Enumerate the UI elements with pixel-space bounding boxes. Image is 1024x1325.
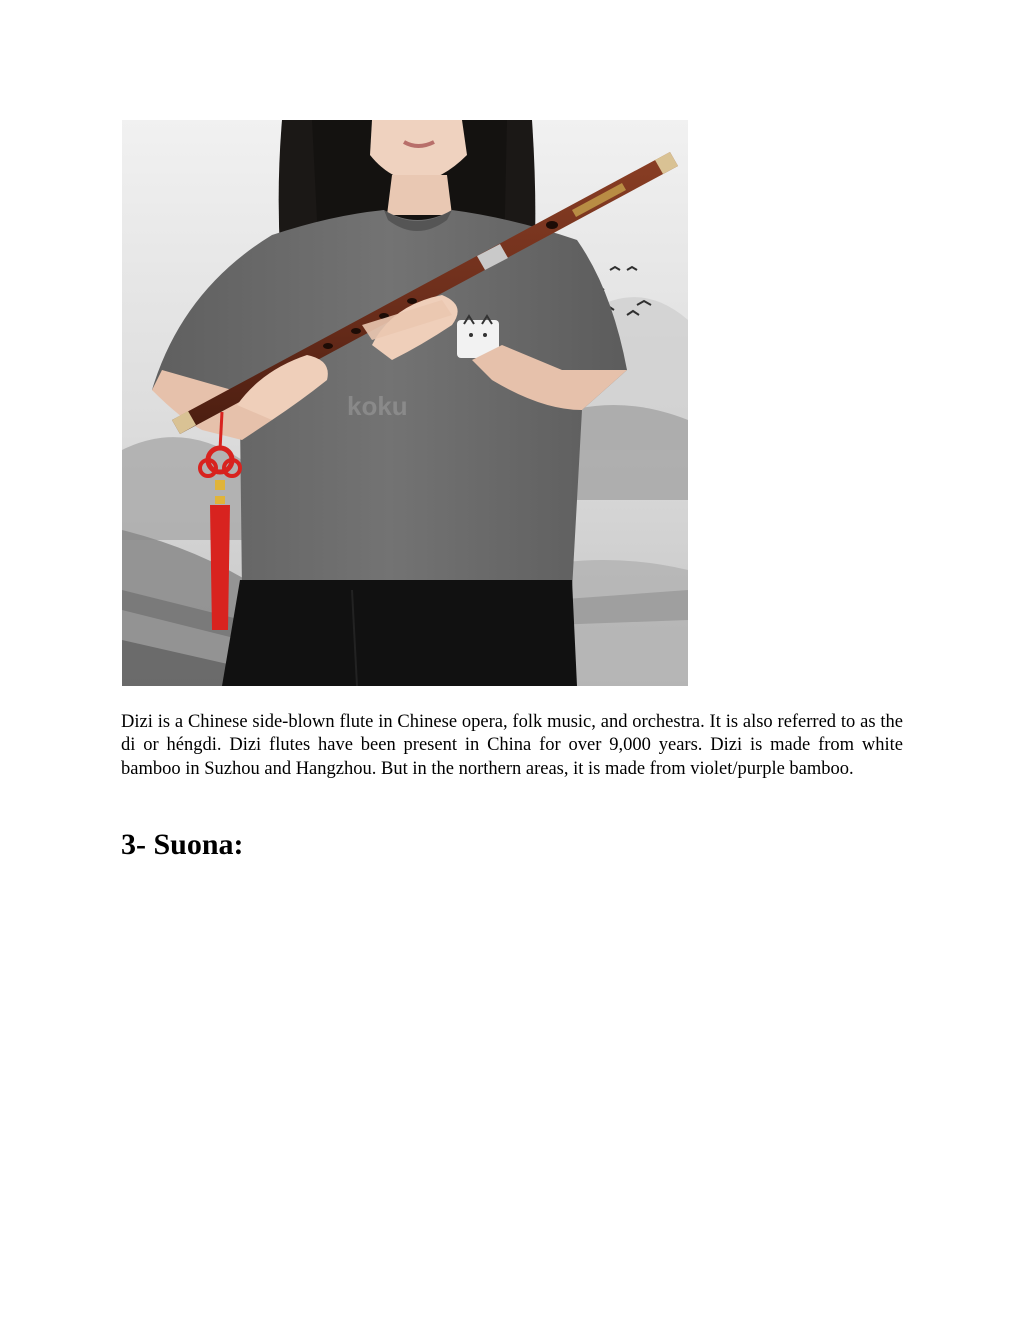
neck: [387, 175, 452, 215]
trousers: [222, 580, 577, 686]
patch-eye-right: [483, 333, 487, 337]
body-paragraph: Dizi is a Chinese side-blown flute in Chinese opera, folk music, and orchestra. It is also referred to as the di or héngdi. Dizi flutes have been present in China for over 9,000 years. Dizi is made from white bamboo in Suzhou and Hangzhou. But in the northern areas, it is made from violet/purple bamboo.: [121, 712, 903, 779]
dizi-photo-illustration: [122, 120, 688, 686]
patch-eye-left: [469, 333, 473, 337]
section-heading: 3- Suona:: [121, 828, 244, 861]
watermark: koku: [347, 391, 408, 421]
dizi-photo: [122, 120, 688, 686]
